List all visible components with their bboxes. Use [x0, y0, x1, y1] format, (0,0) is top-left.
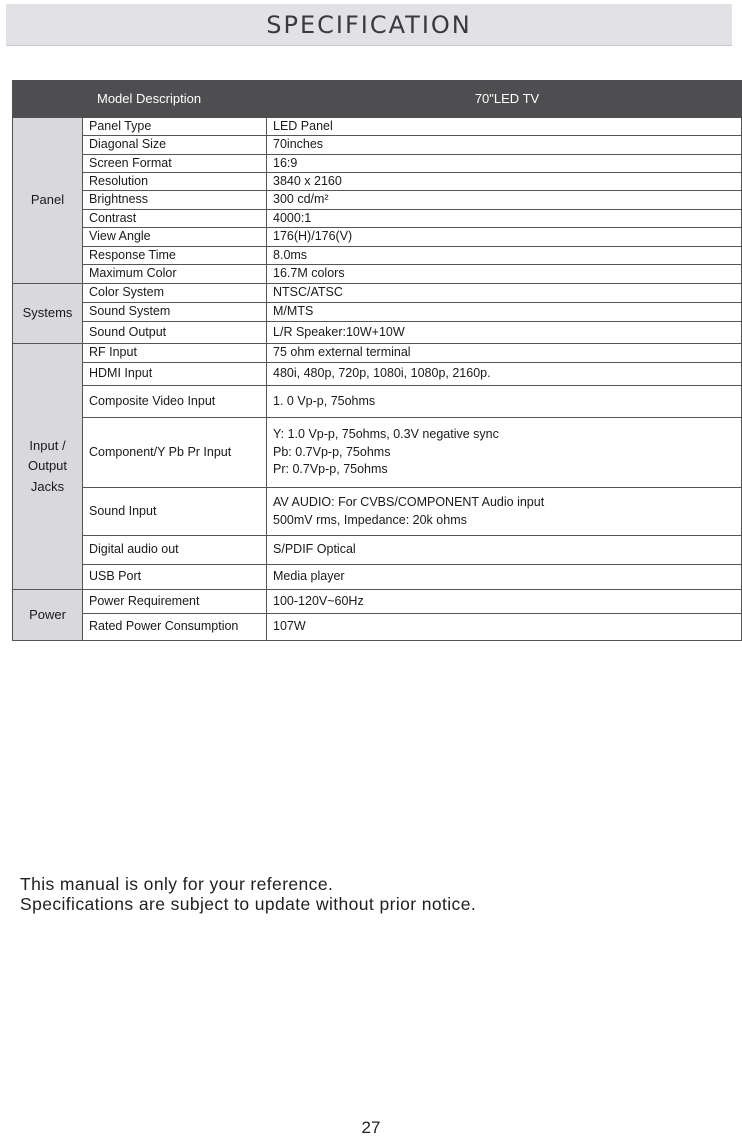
spec-value-line: AV AUDIO: For CVBS/COMPONENT Audio input [273, 494, 545, 509]
table-row [13, 155, 742, 173]
table-row [13, 614, 742, 641]
group-systems: Systems [13, 284, 83, 344]
disclaimer-note [20, 874, 476, 914]
table-header-row [13, 81, 742, 118]
spec-value: 107W [267, 614, 742, 641]
table-row [13, 418, 742, 488]
table-row [13, 303, 742, 322]
group-io-line: Output [27, 458, 68, 474]
spec-value [267, 418, 742, 488]
spec-label: Maximum Color [83, 265, 267, 284]
table-row [13, 173, 742, 191]
spec-label: Screen Format [83, 155, 267, 173]
table-row [13, 363, 742, 386]
table-row [13, 488, 742, 536]
spec-value: 176(H)/176(V) [267, 228, 742, 247]
table-row [13, 536, 742, 565]
spec-value: 16.7M colors [267, 265, 742, 284]
table-row [13, 228, 742, 247]
page-number: 27 [361, 1118, 381, 1137]
group-io-line: Jacks [30, 478, 65, 494]
spec-value: 16:9 [267, 155, 742, 173]
title-bar [6, 4, 732, 46]
spec-label: RF Input [83, 344, 267, 363]
spec-value: Media player [267, 565, 742, 590]
spec-label: Sound Output [83, 322, 267, 344]
table-row [13, 322, 742, 344]
table-row [13, 247, 742, 265]
spec-label: Resolution [83, 173, 267, 191]
spec-value-line: Pb: 0.7Vp-p, 75ohms [273, 444, 391, 459]
spec-label: Power Requirement [83, 590, 267, 614]
spec-value: 8.0ms [267, 247, 742, 265]
spec-value: 480i, 480p, 720p, 1080i, 1080p, 2160p. [267, 363, 742, 386]
spec-value: 300 cd/m² [267, 191, 742, 210]
spec-value-line: Y: 1.0 Vp-p, 75ohms, 0.3V negative sync [273, 427, 499, 442]
table-row [13, 191, 742, 210]
spec-value-line: 500mV rms, Impedance: 20k ohms [273, 512, 467, 527]
spec-label: Diagonal Size [83, 136, 267, 155]
page-title: SPECIFICATION [266, 10, 472, 39]
spec-label: Sound System [83, 303, 267, 322]
disclaimer-line: Specifications are subject to update without prior notice. [20, 894, 477, 914]
spec-label: Component/Y Pb Pr Input [83, 418, 267, 488]
spec-value: 3840 x 2160 [267, 173, 742, 191]
spec-label: USB Port [83, 565, 267, 590]
spec-label: View Angle [83, 228, 267, 247]
table-row [13, 118, 742, 136]
spec-label: Composite Video Input [83, 386, 267, 418]
spec-value: 4000:1 [267, 210, 742, 228]
table-row [13, 386, 742, 418]
spec-label: Response Time [83, 247, 267, 265]
spec-value: 1. 0 Vp-p, 75ohms [267, 386, 742, 418]
spec-value: S/PDIF Optical [267, 536, 742, 565]
spec-value-line: Pr: 0.7Vp-p, 75ohms [273, 462, 388, 477]
table-row [13, 265, 742, 284]
spec-value: NTSC/ATSC [267, 284, 742, 303]
table-row [13, 284, 742, 303]
spec-label: Panel Type [83, 118, 267, 136]
spec-value: 75 ohm external terminal [267, 344, 742, 363]
spec-value [267, 488, 742, 536]
spec-label: Digital audio out [83, 536, 267, 565]
spec-label: Rated Power Consumption [83, 614, 267, 641]
table-row [13, 565, 742, 590]
table-row [13, 210, 742, 228]
header-model-value: 70"LED TV [267, 81, 742, 118]
spec-value: LED Panel [267, 118, 742, 136]
spec-value: M/MTS [267, 303, 742, 322]
header-model-label: Model Description [13, 81, 267, 118]
disclaimer-line: This manual is only for your reference. [20, 874, 334, 894]
spec-label: Contrast [83, 210, 267, 228]
spec-label: Brightness [83, 191, 267, 210]
spec-label: Color System [83, 284, 267, 303]
group-power: Power [13, 590, 83, 641]
table-row [13, 344, 742, 363]
group-io-jacks [13, 344, 83, 590]
spec-label: Sound Input [83, 488, 267, 536]
group-io-line: Input / [29, 438, 66, 454]
spec-value: 100-120V~60Hz [267, 590, 742, 614]
table-row [13, 590, 742, 614]
spec-label: HDMI Input [83, 363, 267, 386]
table-row [13, 136, 742, 155]
group-panel: Panel [13, 118, 83, 284]
spec-value: L/R Speaker:10W+10W [267, 322, 742, 344]
spec-value: 70inches [267, 136, 742, 155]
spec-table [12, 80, 742, 641]
